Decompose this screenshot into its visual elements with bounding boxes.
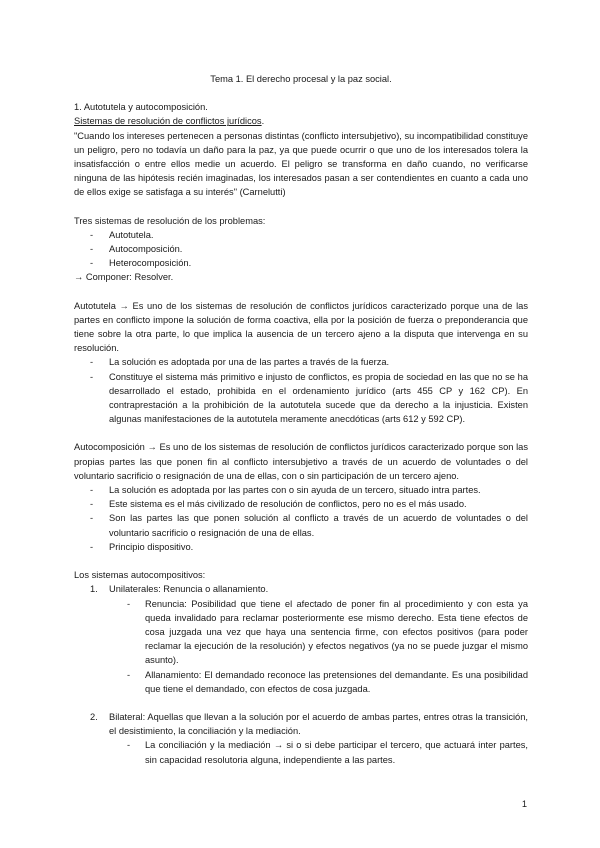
list-item: - Este sistema es el más civilizado de resolución de conflictos, pero no es el más usado. xyxy=(109,497,528,511)
sistema-unilateral xyxy=(90,582,528,710)
list-item: - La solución es adoptada por una de las partes a través de la fuerza. xyxy=(109,355,528,369)
section-heading: 1. Autotutela y autocomposición. xyxy=(74,102,208,113)
subheading-end: . xyxy=(261,116,265,127)
list-item: - Principio dispositivo. xyxy=(109,540,528,554)
item-label: Bilateral: Aquellas que llevan a la solución por el acuerdo de ambas partes, entres otras la transición, el desistimiento, la conciliación y la mediación. xyxy=(109,711,528,737)
sistema-bilateral xyxy=(90,710,528,767)
sistemas-list xyxy=(74,582,528,766)
tres-sistemas-list xyxy=(74,228,528,271)
document-title: Tema 1. El derecho procesal y la paz social. xyxy=(210,74,392,84)
section-subheading xyxy=(74,114,528,128)
sub-item: - La conciliación y la mediación → si o si debe participar el tercero, que actuará inter partes, sin capacidad resolutoria alguna, independiente a las partes. xyxy=(145,738,528,766)
item-number: 2. xyxy=(90,711,98,722)
autotutela-list xyxy=(74,355,528,426)
item-number: 1. xyxy=(90,584,98,595)
page-content xyxy=(74,72,528,767)
tres-sistemas-intro: Tres sistemas de resolución de los problemas: xyxy=(74,215,266,226)
carnelutti-quote: "Cuando los intereses pertenecen a personas distintas (conflicto intersubjetivo), su incompatibilidad constituye un peligro, pero no todavía un daño para la paz, ya que puede ocurrir o que uno de los interesados tolera la insatisfacción o entre ellos medie un acuerdo. El peligro se transforma en daño cuando, no verificarse ninguna de las hipótesis recién imaginadas, los interesados pasan a ser contendientes en cuanto a cada uno de ellos exige se satisfaga a su interés" (Carnelutti) xyxy=(74,130,528,198)
componer-note: → Componer: Resolver. xyxy=(74,272,174,283)
list-item: - Constituye el sistema más primitivo e injusto de conflictos, es propia de sociedad en las que no se ha desarrollado el estado, prohibida en el ordenamiento jurídico (arts 455 CP y 162 CP). En contraprestación a la prohibición de la autotutela sucede que da derecho a la injusticia. Existen algunas manifestaciones de la autotutela meramente anecdóticas (arts 612 y 592 CP). xyxy=(109,370,528,427)
autotutela-paragraph: Autotutela → Es uno de los sistemas de resolución de conflictos jurídicos caracterizado porque una de las partes en conflicto impone la solución de forma coactiva, ella por la posición de fuerza o preponderancia que tiene sobre la otra parte, lo que implica la ausencia de un tercero ajeno a la disputa que intervenga en su resolución. xyxy=(74,300,528,354)
subheading-text: Sistemas de resolución de conflictos jurídicos xyxy=(74,116,262,127)
list-item: - Autotutela. xyxy=(109,228,528,242)
sub-list xyxy=(109,738,528,766)
sub-list xyxy=(109,597,528,696)
item-label: Unilaterales: Renuncia o allanamiento. xyxy=(109,584,269,595)
list-item: - Heterocomposición. xyxy=(109,256,528,270)
list-item: - Autocomposición. xyxy=(109,242,528,256)
list-item: - Son las partes las que ponen solución al conflicto a través de un acuerdo de voluntades o del voluntario sacrificio o resignación de una de ellas. xyxy=(109,511,528,539)
list-item: - La solución es adoptada por las partes con o sin ayuda de un tercero, situado intra partes. xyxy=(109,483,528,497)
autocomposicion-list xyxy=(74,483,528,554)
sistemas-intro: Los sistemas autocompositivos: xyxy=(74,570,206,581)
sub-item: - Renuncia: Posibilidad que tiene el afectado de poner fin al procedimiento y con esta ya queda invalidado para reclamar posteriormente ese mismo derecho. Esta tiene efectos de cosa juzgada una vez que haya una sentencia firme, con efectos positivos (para poder reclamar la ejecución de la resolución) y efectos negativos (ya no se puede juzgar el mismo asunto). xyxy=(145,597,528,668)
page-number: 1 xyxy=(521,799,527,809)
sub-item: - Allanamiento: El demandado reconoce las pretensiones del demandante. Es una posibilidad que tiene el demandado, con efectos de cosa juzgada. xyxy=(145,668,528,696)
autocomposicion-paragraph: Autocomposición → Es uno de los sistemas de resolución de conflictos jurídicos caracterizado porque son las propias partes las que ponen fin al conflicto intersubjetivo a través de un acuerdo de voluntades o del voluntario sacrificio o resignación de una de ellas, con o sin participación de un tercero ajeno. xyxy=(74,442,528,481)
